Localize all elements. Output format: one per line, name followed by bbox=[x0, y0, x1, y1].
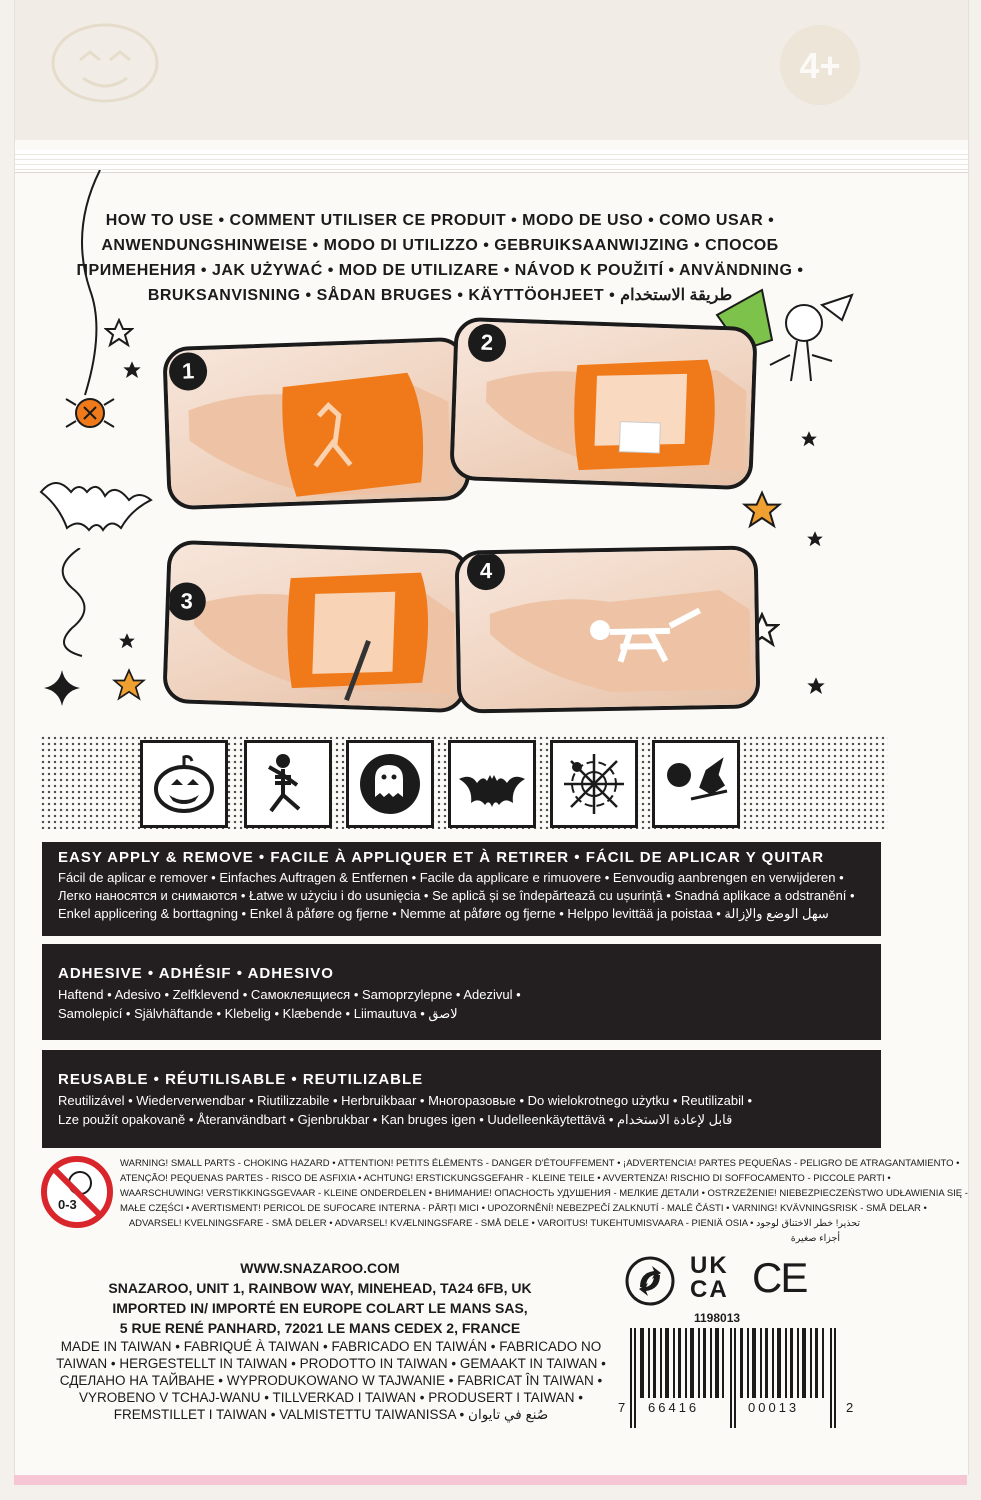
star-orange-icon bbox=[742, 490, 782, 530]
adhesive-line: Samolepicí • Självhäftande • Klebelig • Klæbende • Liimautuva • لاصق bbox=[58, 1006, 458, 1021]
how-to-use-line: ПРИМЕНЕНИЯ • JAK UŻYWAĆ • MOD DE UTILIZARE • NÁVOD K POUŽITÍ • ANVÄNDNING • bbox=[76, 262, 804, 279]
website: WWW.SNAZAROO.COM bbox=[240, 1260, 400, 1276]
warning-line: MAŁE CZĘŚCI • AVERTISMENT! PERICOL DE SUFOCARE INTERNA - PĂRȚI MICI • UPOZORNĚNÍ! NEBEZPEČÍ ZALKNUTÍ - MALÉ ČÁSTI • VARNING! KVÄVNINGSRISK - SMÅ DELAR • bbox=[120, 1203, 927, 1214]
hanger-strip bbox=[15, 150, 968, 173]
star-icon bbox=[118, 632, 136, 650]
step-panel-2 bbox=[449, 317, 758, 490]
easy-apply-band bbox=[42, 842, 881, 936]
made-in-line: TAIWAN • HERGESTELLT IN TAIWAN • PRODOTTO IN TAIWAN • GEMAAKT IN TAIWAN • bbox=[56, 1356, 606, 1371]
warning-line: ATENÇÃO! PEQUENAS PARTES - RISCO DE ASFIXIA • ACHTUNG! ERSTICKUNGSGEFAHR - KLEINE TEILE • AVVERTENZA! RISCHIO DI SOFFOCAMENTO - PICCOLE PARTI • bbox=[120, 1173, 891, 1184]
bat-doodle-icon bbox=[36, 462, 156, 542]
barcode-digit-right: 2 bbox=[846, 1400, 857, 1415]
warning-line: أجزاء صغيرة bbox=[790, 1233, 840, 1244]
star-outline-icon bbox=[104, 318, 134, 348]
product-code: 1198013 bbox=[694, 1311, 741, 1325]
barcode-bars bbox=[618, 1328, 868, 1438]
svg-text:4+: 4+ bbox=[799, 45, 841, 86]
how-to-use-line: HOW TO USE • COMMENT UTILISER CE PRODUIT • MODO DE USO • COMO USAR • bbox=[105, 212, 775, 229]
step-panel-4 bbox=[455, 545, 761, 713]
bat-stencil bbox=[448, 740, 536, 828]
reusable-band bbox=[42, 1050, 881, 1148]
age-badge-icon bbox=[770, 20, 870, 110]
warning-line: WARNING! SMALL PARTS - CHOKING HAZARD • ATTENTION! PETITS ÉLÉMENTS - DANGER D'ÉTOUFFEMENT • ¡ADVERTENCIA! PARTES PEQUEÑAS - PELIGRO DE ATRAGANTAMIENTO • bbox=[120, 1158, 960, 1169]
reusable-line: Lze použít opakovaně • Återanvändbart • Gjenbrukbar • Kan bruges igen • Uudelleenkäytettävä • قابل لإعادة الاستخدام bbox=[58, 1112, 733, 1127]
easy-apply-line: Enkel applicering & borttagning • Enkel å påføre og fjerne • Nemme at påføre og fjerne • Helppo levittää ja poistaa • سهل الوضع والإزالة bbox=[58, 906, 829, 921]
made-in-line: FREMSTILLET I TAIWAN • VALMISTETTU TAIWANISSA • صُنع في تايوان bbox=[113, 1407, 549, 1422]
witch-stencil bbox=[652, 740, 740, 828]
ukca-bottom: CA bbox=[690, 1276, 729, 1303]
pumpkin-outline-icon bbox=[45, 8, 165, 108]
easy-apply-line: Fácil de aplicar e remover • Einfaches Auftragen & Entfernen • Facile da applicare e rimuovere • Eenvoudig aanbrengen en verwijderen • bbox=[58, 870, 844, 885]
made-in-line: СДЕЛАНО НА ТАЙВАНЕ • WYPRODUKOWANO W TAJWANIE • FABRICAT ÎN TAIWAN • bbox=[59, 1373, 603, 1388]
step-number: 1 bbox=[168, 352, 207, 391]
made-in-line: MADE IN TAIWAN • FABRIQUÉ À TAIWAN • FABRICADO EN TAIWÁN • FABRICADO NO bbox=[60, 1339, 602, 1354]
easy-apply-title: EASY APPLY & REMOVE • FACILE À APPLIQUER ET À RETIRER • FÁCIL DE APLICAR Y QUITAR bbox=[58, 849, 825, 866]
stencil-icons-band bbox=[40, 735, 888, 829]
ukca-mark bbox=[690, 1254, 729, 1302]
pumpkin-stencil bbox=[140, 740, 228, 828]
step-panel-1 bbox=[162, 337, 471, 510]
how-to-use-line: ANWENDUNGSHINWEISE • MODO DI UTILIZZO • GEBRUIKSAANWIJZING • СПОСОБ bbox=[101, 237, 779, 254]
recycle-arrows-icon bbox=[624, 1255, 676, 1307]
star-icon bbox=[806, 676, 826, 696]
age-label: 0-3 bbox=[58, 1197, 77, 1212]
bat-icon bbox=[457, 749, 527, 819]
star-icon bbox=[800, 430, 818, 448]
star-icon bbox=[806, 530, 824, 548]
reusable-title: REUSABLE • RÉUTILISABLE • REUTILIZABLE bbox=[58, 1071, 424, 1088]
swirl-icon bbox=[50, 548, 110, 658]
package-header bbox=[15, 0, 968, 140]
how-to-use-line: BRUKSANVISNING • SÅDAN BRUGES • KÄYTTÖOHJEET • طريقة الاستخدام bbox=[147, 287, 733, 304]
pumpkin-icon bbox=[149, 749, 219, 819]
stencil-on-hand-illustration bbox=[166, 341, 466, 506]
witch-icon bbox=[661, 749, 731, 819]
star-icon bbox=[122, 360, 142, 380]
sparkle-icon bbox=[44, 670, 80, 706]
step-number: 2 bbox=[467, 323, 506, 362]
step-panel-3 bbox=[162, 540, 471, 713]
company-address bbox=[60, 1258, 580, 1338]
star-orange-icon bbox=[112, 668, 146, 702]
package-bottom-edge bbox=[14, 1475, 967, 1485]
reusable-line: Reutilizável • Wiederverwendbar • Riutilizzabile • Herbruikbaar • Многоразовые • Do wielokrotnego użytku • Reutilizabil • bbox=[58, 1093, 753, 1108]
skeleton-stencil bbox=[244, 740, 332, 828]
made-in-line: VYROBENO V TCHAJ-WANU • TILLVERKAD I TAIWAN • PRODUSERT I TAIWAN • bbox=[78, 1390, 583, 1405]
barcode-digit-left: 7 bbox=[618, 1400, 629, 1415]
ghost-moon-icon bbox=[355, 749, 425, 819]
step-number: 4 bbox=[467, 552, 506, 591]
address-line: 5 RUE RENÉ PANHARD, 72021 LE MANS CEDEX 2, FRANCE bbox=[119, 1320, 521, 1336]
easy-apply-line: Легко наносятся и снимаются • Łatwe w użyciu i do usunięcia • Se aplică și se îndepărtează cu ușurință • Snadná aplikace a odstranění • bbox=[58, 888, 855, 903]
address-line: IMPORTED IN/ IMPORTÉ EN EUROPE COLART LE MANS SAS, bbox=[112, 1300, 528, 1316]
spider-web-icon bbox=[559, 749, 629, 819]
ce-mark: CE bbox=[752, 1254, 807, 1301]
step-number: 3 bbox=[167, 582, 206, 621]
skeleton-icon bbox=[253, 749, 323, 819]
ghost-moon-stencil bbox=[346, 740, 434, 828]
barcode-group-2: 00013 bbox=[748, 1400, 800, 1415]
adhesive-title: ADHESIVE • ADHÉSIF • ADHESIVO bbox=[58, 965, 334, 982]
no-under-3-icon bbox=[40, 1155, 114, 1229]
warning-line: ADVARSEL! KVELNINGSFARE - SMÅ DELER • ADVARSEL! KVÆLNINGSFARE - SMÅ DELE • VAROITUS! TUKEHTUMISVAARA - PIENIÄ OSIA • تحذير! خطر الاختناق لوجود bbox=[128, 1218, 860, 1229]
barcode-group-1: 66416 bbox=[648, 1400, 700, 1415]
adhesive-band bbox=[42, 944, 881, 1040]
ukca-top: UK bbox=[690, 1252, 729, 1279]
adhesive-line: Haftend • Adesivo • Zelfklevend • Самоклеящиеся • Samoprzylepne • Adezivul • bbox=[58, 987, 521, 1002]
spider-web-stencil bbox=[550, 740, 638, 828]
age-warning-badge bbox=[40, 1155, 114, 1229]
spider-icon bbox=[62, 385, 118, 441]
how-to-use-heading bbox=[60, 208, 820, 308]
warning-line: WAARSCHUWING! VERSTIKKINGSGEVAAR - KLEINE ONDERDELEN • ВНИМАНИЕ! ОПАСНОСТЬ УДУШЕНИЯ - МЕЛКИЕ ДЕТАЛИ • OSTRZEŻENIE! NIEBEZPIECZEŃSTWO UDŁAWIENIA SIĘ - bbox=[120, 1188, 968, 1199]
made-in-taiwan bbox=[36, 1338, 629, 1423]
address-line: SNAZAROO, UNIT 1, RAINBOW WAY, MINEHEAD, TA24 6FB, UK bbox=[108, 1280, 532, 1296]
choking-warning bbox=[120, 1156, 968, 1246]
pencil-tracing-illustration bbox=[166, 544, 466, 709]
